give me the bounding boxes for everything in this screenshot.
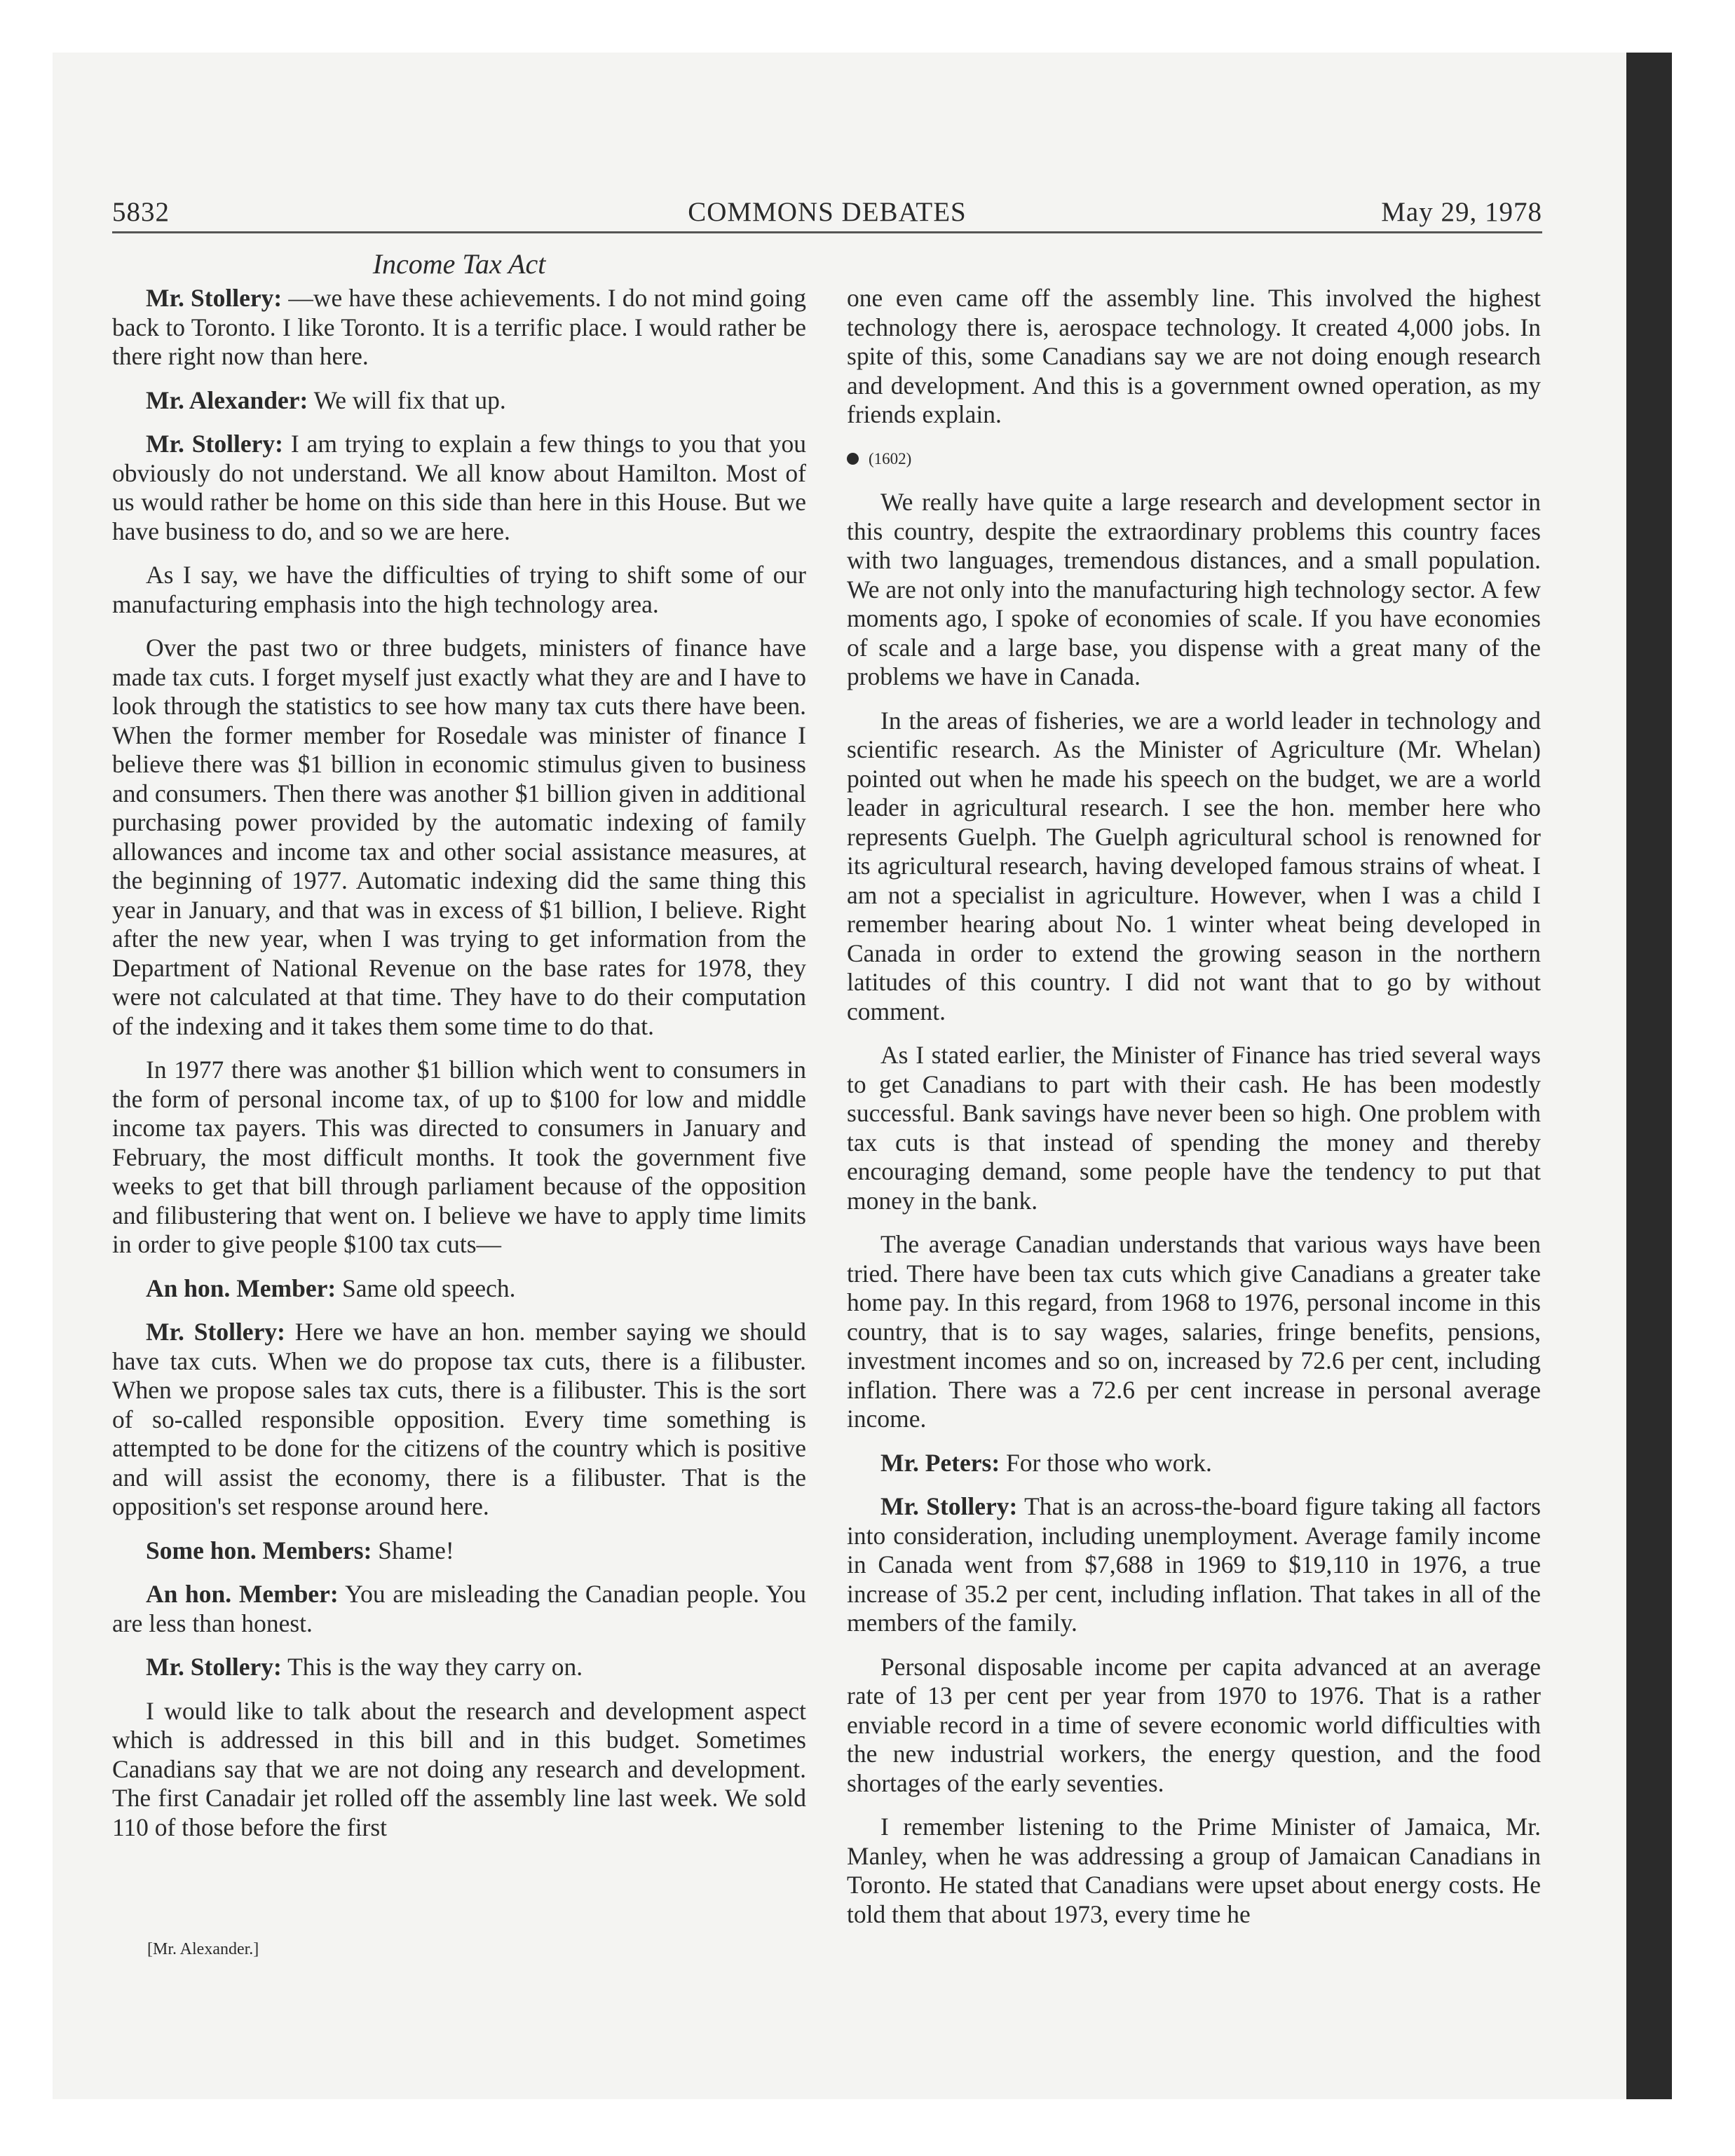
speaker-name: Mr. Peters: <box>880 1448 1000 1477</box>
paragraph-text: This is the way they carry on. <box>281 1653 583 1681</box>
paragraph-text: Here we have an hon. member saying we should have tax cuts. When we do propose tax cuts, there is a filibuster. When we propose sales tax cuts, there is a filibuster. This is the sort of so-called responsible opposition. Every time something is attempted to be done for the citizens of the country which is positive and will assist the economy, there is a filibuster. That is the opposition's set response around here. <box>112 1318 806 1520</box>
paragraph-text: Same old speech. <box>336 1274 516 1302</box>
speaker-name: Mr. Stollery: <box>146 1653 282 1681</box>
paragraph <box>847 1041 1541 1215</box>
speaker-name: Mr. Stollery: <box>146 284 283 312</box>
time-marker-label: (1602) <box>869 449 912 468</box>
speaker-name: Mr. Stollery: <box>146 1318 285 1346</box>
page-footnote: [Mr. Alexander.] <box>147 1940 259 1958</box>
paragraph-text: Personal disposable income per capita advanced at an average rate of 13 per cent per year from 1970 to 1976. That is a rather enviable record in a time of severe economic world difficulties with the new industrial workers, the energy question, and the food shortages of the early seventies. <box>847 1652 1541 1797</box>
paragraph-text: That is an across-the-board figure taking all factors into consideration, including unemployment. Average family income in Canada went from $7,688 in 1969 to $19,110 in 1976, a true increase of 35.2 per cent, including inflation. That takes in all of the members of the family. <box>847 1492 1541 1637</box>
paragraph-text: You are misleading the Canadian people. You are less than honest. <box>112 1580 806 1637</box>
paragraph-text: We will fix that up. <box>308 386 506 414</box>
paragraph-text: The average Canadian understands that various ways have been tried. There have been tax cuts which give Canadians a greater take home pay. In this regard, from 1968 to 1976, personal income in this country, that is to say wages, salaries, fringe benefits, pensions, investment incomes and so on, increased by 72.6 per cent, including inflation. There was a 72.6 per cent increase in personal average income. <box>847 1230 1541 1433</box>
paragraph-text: Shame! <box>372 1536 454 1564</box>
paragraph <box>847 1813 1541 1929</box>
paragraph <box>847 1230 1541 1434</box>
publication-date: May 29, 1978 <box>1381 197 1542 227</box>
paragraph <box>112 561 806 619</box>
paragraph <box>847 1449 1541 1478</box>
page-header <box>112 196 1542 233</box>
paragraph <box>112 1653 806 1682</box>
paragraph-text: For those who work. <box>1000 1448 1212 1477</box>
paragraph-text: In the areas of fisheries, we are a world leader in technology and scientific research. As the Minister of Agriculture (Mr. Whelan) pointed out when he made his speech on the budget, we are a world leader in agricultural research. I see the hon. member here who represents Guelph. The Guelph agricultural school is renowned for its agricultural research, having developed famous strains of wheat. I am not a specialist in agriculture. However, when I was a child I remember hearing about No. 1 winter wheat being developed in Canada in order to extend the growing season in the northern latitudes of this country. I did not want that to go by without comment. <box>847 706 1541 1025</box>
left-column <box>112 284 806 1857</box>
paragraph <box>112 284 806 371</box>
paragraph-text: I remember listening to the Prime Minister of Jamaica, Mr. Manley, when he was addressing a group of Jamaican Canadians in Toronto. He stated that Canadians were upset about energy costs. He told them that about 1973, every time he <box>847 1813 1541 1928</box>
running-title: Income Tax Act <box>372 248 546 280</box>
paragraph-text: As I say, we have the difficulties of trying to shift some of our manufacturing emphasis into the high technology area. <box>112 561 806 618</box>
paragraph <box>112 1318 806 1522</box>
paragraph-text: —we have these achievements. I do not mind going back to Toronto. I like Toronto. It is a terrific place. I would rather be there right now than here. <box>112 284 806 370</box>
speaker-name: Some hon. Members: <box>146 1536 372 1564</box>
paragraph <box>112 1536 806 1566</box>
speaker-name: An hon. Member: <box>146 1580 339 1608</box>
paragraph <box>112 386 806 416</box>
paragraph-text: In 1977 there was another $1 billion which went to consumers in the form of personal income tax, of up to $100 for low and middle income tax payers. This was directed to consumers in January and February, the most difficult months. It took the government five weeks to get that bill through parliament because of the opposition and filibustering that went on. I believe we have to apply time limits in order to give people $100 tax cuts— <box>112 1056 806 1258</box>
paragraph <box>847 707 1541 1027</box>
speaker-name: Mr. Stollery: <box>146 430 283 458</box>
paragraph <box>112 1056 806 1260</box>
paragraph-text: We really have quite a large research and development sector in this country, despite the extraordinary problems this country faces with two languages, tremendous distances, and a small population. We are not only into the manufacturing high technology sector. A few moments ago, I spoke of economies of scale. If you have economies of scale and a large base, you dispense with a great many of the problems we have in Canada. <box>847 488 1541 690</box>
paragraph-text: I would like to talk about the research and development aspect which is addressed in this bill and in this budget. Sometimes Canadians say that we are not doing any research and development. The first Canadair jet rolled off the assembly line last week. We sold 110 of those before the first <box>112 1696 806 1841</box>
scan-edge-shadow <box>1626 53 1672 2099</box>
paragraph-text: one even came off the assembly line. This involved the highest technology there is, aerospace technology. It created 4,000 jobs. In spite of this, some Canadians say we are not doing enough research and development. And this is a government owned operation, as my friends explain. <box>847 284 1541 428</box>
paragraph <box>847 1492 1541 1638</box>
paragraph <box>847 284 1541 430</box>
paragraph <box>847 488 1541 692</box>
right-column <box>847 284 1541 1944</box>
paragraph <box>112 1274 806 1304</box>
paragraph-text: Over the past two or three budgets, ministers of finance have made tax cuts. I forget myself just exactly what they are and I have to look through the statistics to see how many tax cuts there have been. When the former member for Rosedale was minister of finance I believe there was $1 billion in economic stimulus given to business and consumers. Then there was another $1 billion given in additional purchasing power provided by the automatic indexing of family allowances and income tax and other social assistance measures, at the beginning of 1977. Automatic indexing did the same thing this year in January, and that was in excess of $1 billion, I believe. Right after the new year, when I was trying to get information from the Department of National Revenue on the base rates for 1978, they were not calculated at that time. They have to do their computation of the indexing and it takes them some time to do that. <box>112 634 806 1040</box>
speaker-name: Mr. Alexander: <box>146 386 308 414</box>
paragraph-text: As I stated earlier, the Minister of Finance has tried several ways to get Canadians to part with their cash. He has been modestly successful. Bank savings have never been so high. One problem with tax cuts is that instead of spending the money and thereby encouraging demand, some people have the tendency to put that money in the bank. <box>847 1041 1541 1215</box>
publication-title: COMMONS DEBATES <box>688 197 967 227</box>
speaker-name: Mr. Stollery: <box>880 1492 1018 1520</box>
speaker-name: An hon. Member: <box>146 1274 336 1302</box>
paragraph-text: I am trying to explain a few things to you that you obviously do not understand. We all know about Hamilton. Most of us would rather be home on this side than here in this House. But we have business to do, and so we are here. <box>112 430 806 545</box>
paragraph <box>112 634 806 1041</box>
paragraph <box>847 1653 1541 1799</box>
page-number: 5832 <box>112 197 170 227</box>
paragraph <box>112 1697 806 1843</box>
time-marker <box>847 444 1541 474</box>
paragraph <box>112 430 806 546</box>
paragraph <box>112 1580 806 1638</box>
bullet-icon <box>847 453 859 465</box>
